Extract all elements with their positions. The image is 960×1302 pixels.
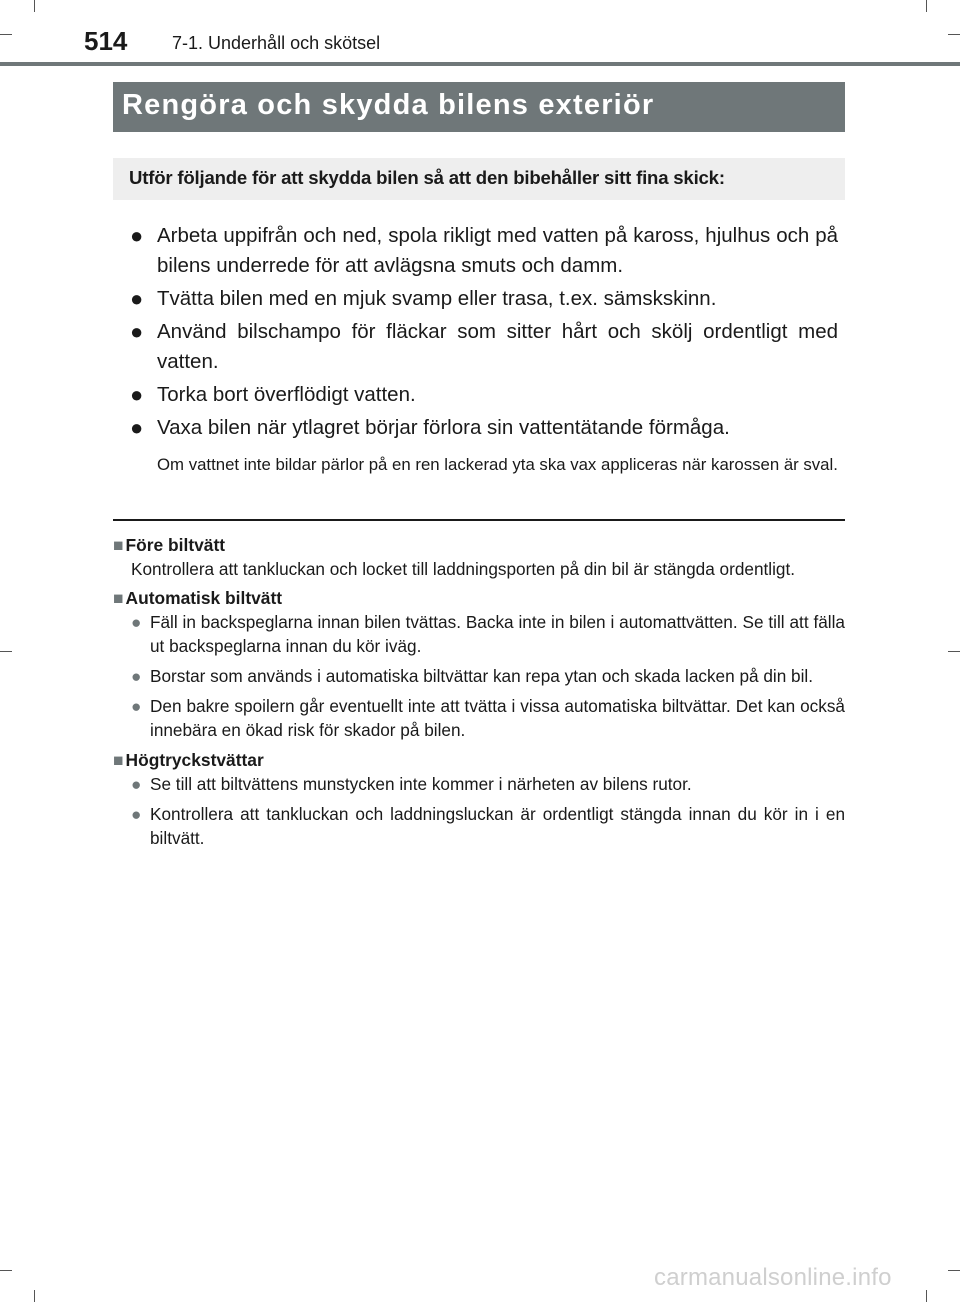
- section-heading: ■ Automatisk biltvätt: [113, 588, 283, 608]
- bullet-icon: ●: [131, 612, 142, 632]
- bullet-icon: ●: [131, 774, 142, 794]
- bullet-icon: ●: [131, 804, 142, 824]
- section-text: Kontrollera att tankluckan och locket till laddningsporten på din bil är stängda ordentligt.: [131, 559, 796, 579]
- crop-mark: [948, 1270, 960, 1271]
- crop-mark: [926, 1290, 927, 1302]
- page-header: [0, 0, 960, 66]
- square-bullet-icon: ■: [113, 750, 124, 770]
- crop-mark: [0, 651, 12, 652]
- bullet-icon: ●: [131, 696, 142, 716]
- header-rule: [0, 62, 960, 66]
- section-divider: [113, 519, 845, 521]
- bullet-icon: ●: [131, 666, 142, 686]
- bullet-icon: ●: [130, 223, 144, 248]
- section-label: 7-1. Underhåll och skötsel: [172, 33, 381, 53]
- watermark: carmanualsonline.info: [654, 1264, 892, 1291]
- sub-list: [113, 772, 845, 850]
- section-heading: ■ Före biltvätt: [113, 535, 226, 555]
- list-item: ● Arbeta uppifrån och ned, spola rikligt med vatten på kaross, hjulhus och på bilens underrede för att avlägsna smuts och damm.: [130, 223, 838, 277]
- sub-list: [113, 610, 845, 742]
- list-item: ● Fäll in backspeglarna innan bilen tvättas. Backa inte in bilen i automattvätten. Se till att fälla ut backspeglarna innan du kör iväg.: [131, 612, 845, 656]
- bullet-icon: ●: [130, 415, 144, 440]
- info-sections: [113, 529, 845, 856]
- crop-mark: [948, 651, 960, 652]
- section-heading: ■ Högtryckstvättar: [113, 750, 264, 770]
- list-item: ● Använd bilschampo för fläckar som sitter hårt och skölj ordentligt med vatten.: [130, 319, 838, 373]
- square-bullet-icon: ■: [113, 535, 124, 555]
- list-item: ● Se till att biltvättens munstycken inte kommer i närheten av bilens rutor.: [131, 774, 692, 794]
- crop-mark: [34, 1290, 35, 1302]
- page-title: Rengöra och skydda bilens exteriör: [113, 82, 845, 132]
- intro-box: Utför följande för att skydda bilen så att den bibehåller sitt fina skick:: [113, 158, 845, 200]
- list-item: ● Vaxa bilen när ytlagret börjar förlora sin vattentätande förmåga.: [130, 413, 838, 443]
- list-item: ● Torka bort överflödigt vatten.: [130, 380, 838, 410]
- list-item: ● Tvätta bilen med en mjuk svamp eller trasa, t.ex. sämskskinn.: [130, 284, 838, 314]
- square-bullet-icon: ■: [113, 588, 124, 608]
- main-list: [130, 221, 838, 446]
- list-item: ● Kontrollera att tankluckan och laddningsluckan är ordentligt stängda innan du kör in i en biltvätt.: [131, 804, 845, 848]
- bullet-icon: ●: [130, 382, 144, 407]
- crop-mark: [0, 1270, 12, 1271]
- list-item: ● Den bakre spoilern går eventuellt inte att tvätta i vissa automatiska biltvättar. Det kan också innebära en ökad risk för skador på bilen.: [131, 696, 845, 740]
- bullet-icon: ●: [130, 286, 144, 311]
- page-number: 514: [84, 26, 128, 56]
- list-item: ● Borstar som används i automatiska biltvättar kan repa ytan och skada lacken på din bil.: [131, 666, 814, 686]
- wax-note: Om vattnet inte bildar pärlor på en ren lackerad yta ska vax appliceras när karossen är sval.: [157, 455, 838, 474]
- bullet-icon: ●: [130, 319, 144, 344]
